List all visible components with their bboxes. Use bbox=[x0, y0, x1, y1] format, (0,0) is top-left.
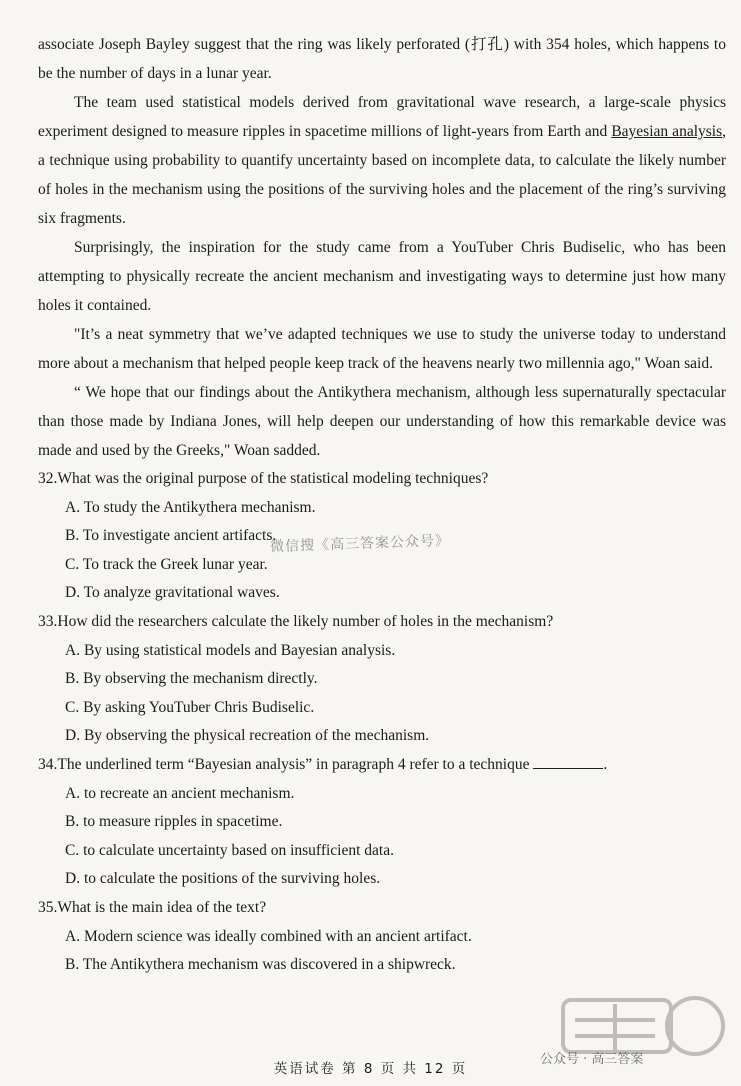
option-c: C. To track the Greek lunar year. bbox=[65, 555, 268, 573]
question-34 bbox=[38, 751, 726, 894]
option-c: C. By asking YouTuber Chris Budiselic. bbox=[65, 698, 315, 716]
passage-paragraph-1: associate Joseph Bayley suggest that the ring was likely perforated (打孔) with 354 holes, which happens to be the number of days in a lunar year. bbox=[38, 36, 726, 82]
option-d: D. To analyze gravitational waves. bbox=[65, 584, 280, 602]
option-b: B. By observing the mechanism directly. bbox=[65, 670, 318, 688]
question-stem: 35.What is the main idea of the text? bbox=[38, 898, 267, 916]
question-35 bbox=[38, 894, 726, 980]
passage-paragraph-2 bbox=[38, 88, 726, 233]
option-d: D. By observing the physical recreation of the mechanism. bbox=[65, 727, 430, 745]
option-b: B. to measure ripples in spacetime. bbox=[65, 813, 283, 831]
option-c: C. to calculate uncertainty based on insufficient data. bbox=[65, 841, 394, 859]
option-a: A. to recreate an ancient mechanism. bbox=[65, 784, 295, 802]
paragraph-2-text-start: The team used statistical models derived from gravitational wave research, a large-scale physics experiment designed to measure ripples in spacetime millions of light-years from Earth and bbox=[38, 94, 726, 140]
watermark-text: 微信搜《高三答案公众号》 bbox=[269, 532, 451, 556]
option-a: A. To study the Antikythera mechanism. bbox=[65, 498, 316, 516]
answer-blank bbox=[533, 754, 603, 769]
option-a: A. Modern science was ideally combined with an ancient artifact. bbox=[65, 927, 472, 945]
question-stem: 33.How did the researchers calculate the likely number of holes in the mechanism? bbox=[38, 612, 554, 630]
passage-paragraph-3: Surprisingly, the inspiration for the study came from a YouTuber Chris Budiselic, who has been attempting to physically recreate the ancient mechanism and investigating ways to determine just how many holes it contained. bbox=[38, 239, 726, 314]
passage-paragraph-5: “ We hope that our findings about the Antikythera mechanism, although less supernaturally spectacular than those made by Indiana Jones, will help deepen our understanding of how this remarkable device was made and used by the Greeks," Woan sadded. bbox=[38, 384, 726, 459]
option-b: B. The Antikythera mechanism was discovered in a shipwreck. bbox=[65, 956, 456, 974]
question-33 bbox=[38, 608, 726, 751]
page-footer: 英语试卷 第 8 页 共 12 页 bbox=[273, 1061, 468, 1077]
paragraph-2-text-end: , a technique using probability to quantify uncertainty based on incomplete data, to calculate the likely number of holes in the mechanism using the positions of the surviving holes and the placement of the ring’s surviving six fragments. bbox=[38, 123, 726, 227]
option-a: A. By using statistical models and Bayesian analysis. bbox=[65, 641, 396, 659]
exam-page bbox=[38, 30, 726, 980]
question-stem-text: 34.The underlined term “Bayesian analysis” in paragraph 4 refer to a technique bbox=[38, 755, 530, 773]
underlined-term: Bayesian analysis bbox=[611, 123, 723, 140]
passage-paragraph-4: "It’s a neat symmetry that we’ve adapted techniques we use to study the universe today to understand more about a mechanism that helped people keep track of the heavens nearly two millennia ago," Woan said. bbox=[38, 326, 726, 372]
option-d: D. to calculate the positions of the surviving holes. bbox=[65, 870, 381, 888]
logo-caption: 公众号 · 高三答案 bbox=[540, 1052, 644, 1067]
option-b: B. To investigate ancient artifacts. bbox=[65, 527, 277, 545]
question-stem: 34.The underlined term “Bayesian analysis” in paragraph 4 refer to a technique . bbox=[38, 755, 608, 773]
question-stem: 32.What was the original purpose of the statistical modeling techniques? bbox=[38, 470, 489, 487]
